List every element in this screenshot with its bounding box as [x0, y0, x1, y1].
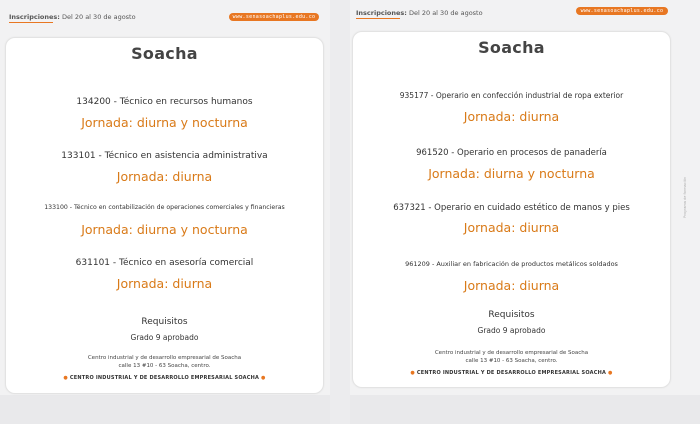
program-jornada: Jornada: diurna y nocturna [428, 166, 595, 181]
address [353, 350, 670, 365]
center-footer-text: CENTRO INDUSTRIAL Y DE DESARROLLO EMPRESARIAL SOACHA [69, 375, 260, 381]
program-item: 961520 - Operario en procesos de panadería [416, 148, 607, 158]
program-item: 935177 - Operario en confección industrial de ropa exterior [399, 91, 624, 100]
card-title: Soacha [478, 38, 545, 57]
requisitos-grado: Grado 9 aprobado [477, 326, 546, 335]
inscripciones-dates: Del 20 al 30 de agosto [61, 13, 136, 21]
program-card [352, 31, 671, 388]
inscripciones-line [9, 13, 136, 21]
program-item: 133100 - Técnico en contabilización de operaciones comerciales y financieras [44, 204, 285, 211]
inscripciones-label: Inscripciones: [356, 9, 407, 17]
center-footer [6, 375, 323, 381]
bullet-dot-icon: ● [63, 375, 68, 381]
program-item: 631101 - Técnico en asesoría comercial [75, 258, 254, 268]
inscripciones-underline [356, 18, 400, 19]
website-link[interactable]: www.senasoachaplus.edu.co [229, 13, 319, 21]
address [6, 355, 323, 370]
bullet-dot-icon: ● [608, 370, 613, 376]
left-panel [0, 0, 349, 424]
address-line2: calle 13 #10 - 63 Soacha, centro. [465, 357, 558, 364]
program-jornada: Jornada: diurna [463, 220, 560, 235]
program-item: 961209 - Auxiliar en fabricación de productos metálicos soldados [405, 260, 618, 268]
address-line2: calle 13 #10 - 63 Soacha, centro. [118, 362, 211, 369]
center-footer [353, 370, 670, 376]
requisitos-heading: Requisitos [488, 310, 535, 320]
bullet-dot-icon: ● [261, 375, 266, 381]
side-note: Programa de formación [683, 176, 687, 218]
program-item: 134200 - Técnico en recursos humanos [76, 97, 253, 107]
address-line1: Centro industrial y de desarrollo empresarial de Soacha [87, 355, 242, 361]
program-jornada: Jornada: diurna [116, 276, 213, 291]
bullet-dot-icon: ● [410, 370, 415, 376]
website-link[interactable]: www.senasoachaplus.edu.co [576, 7, 668, 15]
program-card [5, 37, 324, 394]
inscripciones-dates: Del 20 al 30 de agosto [408, 9, 483, 17]
requisitos-heading: Requisitos [141, 317, 188, 327]
program-jornada: Jornada: diurna [116, 169, 213, 184]
address-line1: Centro industrial y de desarrollo empresarial de Soacha [434, 350, 589, 356]
program-jornada: Jornada: diurna y nocturna [81, 115, 248, 130]
program-jornada: Jornada: diurna [463, 278, 560, 293]
program-jornada: Jornada: diurna y nocturna [81, 222, 248, 237]
inscripciones-label: Inscripciones: [9, 13, 60, 21]
program-item: 133101 - Técnico en asistencia administrativa [61, 151, 268, 161]
right-panel [349, 0, 700, 424]
card-title: Soacha [131, 44, 198, 63]
program-jornada: Jornada: diurna [463, 109, 560, 124]
center-footer-text: CENTRO INDUSTRIAL Y DE DESARROLLO EMPRESARIAL SOACHA [416, 370, 607, 376]
inscripciones-line [356, 9, 483, 17]
program-item: 637321 - Operario en cuidado estético de manos y pies [393, 203, 630, 213]
requisitos-grado: Grado 9 aprobado [130, 333, 199, 342]
inscripciones-underline [9, 22, 53, 23]
